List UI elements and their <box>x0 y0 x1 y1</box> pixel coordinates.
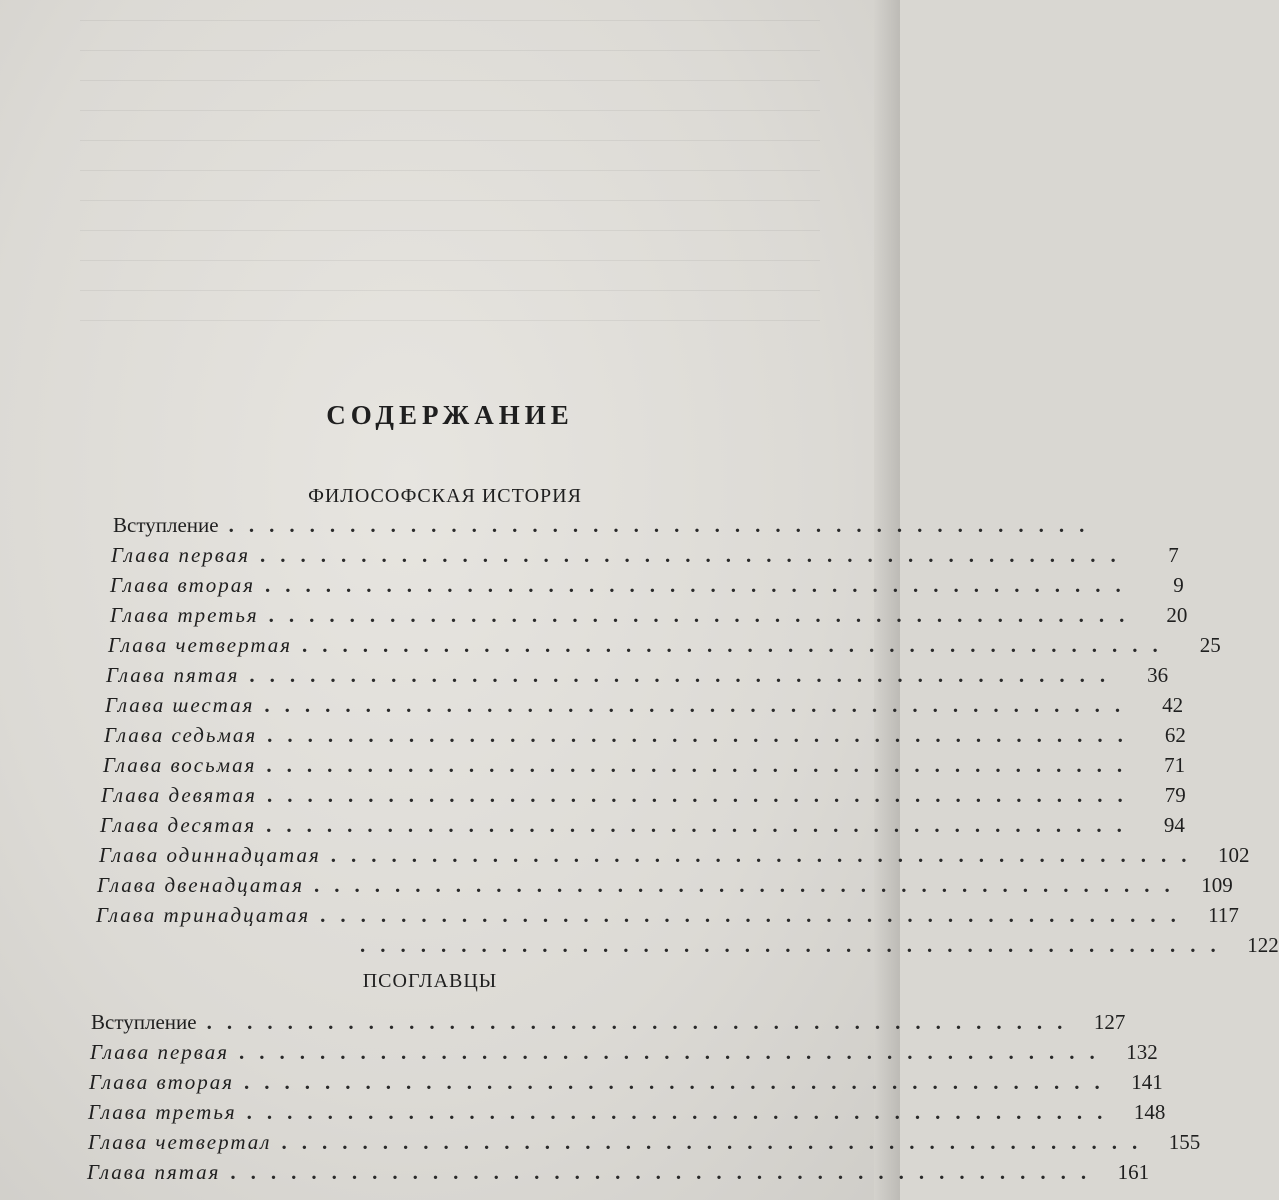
toc-entry-label: Глава третья <box>110 603 259 627</box>
toc-entry-label: Вступление <box>91 1010 197 1034</box>
toc-entry <box>105 693 1184 723</box>
leader-dots: ........................................... <box>266 813 1137 837</box>
leader-dots: ........................................... <box>206 1010 1078 1034</box>
toc-entry-label: Глава пятая <box>106 663 240 687</box>
leader-dots: ........................................... <box>264 693 1136 717</box>
toc-entry-label: Вступление <box>113 513 219 537</box>
toc-entry <box>88 1100 1166 1130</box>
toc-entry <box>91 1010 1126 1040</box>
toc-entry-label: Глава четвертая <box>108 633 293 657</box>
toc-entry-label: Глава девятая <box>101 783 257 807</box>
toc-entry-page: 109 <box>1201 873 1233 897</box>
leader-dots: ........................................... <box>244 1070 1115 1094</box>
toc-entry <box>104 723 1186 753</box>
toc-entry-page: 161 <box>1117 1160 1150 1184</box>
leader-dots: ........................................... <box>230 1160 1102 1184</box>
toc-entry-label: Глава тринадцатая <box>96 903 311 927</box>
toc-entry-page: 7 <box>1168 543 1179 567</box>
toc-entry-label: Глава третья <box>88 1100 237 1124</box>
leader-dots: ........................................... <box>302 633 1173 657</box>
leader-dots: ........................................... <box>228 513 1100 537</box>
toc-entry-page: 25 <box>1199 633 1221 657</box>
toc-entry-label: Глава первая <box>111 543 251 567</box>
toc-entry-page: 122 <box>1247 933 1279 957</box>
toc-entry <box>90 1040 1158 1070</box>
toc-entry <box>99 843 1250 873</box>
toc-entry-page: 141 <box>1131 1070 1163 1094</box>
toc-entry-label: Глава вторая <box>89 1070 235 1094</box>
toc-entry-page: 127 <box>1093 1010 1126 1034</box>
toc-entry-label: Глава пятая <box>87 1160 221 1184</box>
leader-dots: ........................................... <box>330 843 1202 867</box>
toc-entry-page: 62 <box>1164 723 1186 747</box>
toc-entry <box>101 783 1186 813</box>
toc-entry-page: 9 <box>1173 573 1184 597</box>
toc-entry <box>113 513 1100 543</box>
toc-entry-label: Глава десятая <box>100 813 257 837</box>
leader-dots: ........................................... <box>360 933 1231 957</box>
toc-entry-label: Глава вторая <box>110 573 256 597</box>
toc-entry-label: Глава четвертал <box>88 1130 272 1154</box>
toc-entry <box>110 603 1188 633</box>
toc-entry <box>350 933 1279 963</box>
leader-dots: ........................................... <box>246 1100 1118 1124</box>
leader-dots: ........................................... <box>268 603 1140 627</box>
toc-entry <box>96 903 1239 933</box>
toc-entry <box>106 663 1169 693</box>
leader-dots: ........................................... <box>239 1040 1110 1064</box>
toc-entry-page: 148 <box>1133 1100 1166 1124</box>
toc-entry-label: Глава первая <box>90 1040 230 1064</box>
toc-entry-page: 20 <box>1166 603 1188 627</box>
toc-entry-label: Глава одиннадцатая <box>99 843 321 867</box>
toc-entry-page: 71 <box>1164 753 1186 777</box>
toc-entry-label: Глава двенадцатая <box>97 873 305 897</box>
leader-dots: ........................................... <box>260 543 1131 567</box>
leader-dots: ........................................... <box>267 723 1138 747</box>
toc-entry <box>87 1160 1150 1190</box>
leader-dots: ........................................... <box>314 873 1185 897</box>
toc-entry <box>110 573 1184 603</box>
bleed-through-text <box>80 20 820 350</box>
toc-entry <box>88 1130 1201 1160</box>
section-title-philosophical-history: ФИЛОСОФСКАЯ ИСТОРИЯ <box>308 485 582 507</box>
section-title-psoglavtsy: ПСОГЛАВЦЫ <box>362 970 498 992</box>
contents-title: СОДЕРЖАНИЕ <box>326 400 574 430</box>
toc-entry <box>100 813 1185 843</box>
leader-dots: ........................................... <box>281 1130 1153 1154</box>
toc-entry-label: Глава шестая <box>105 693 255 717</box>
toc-entry-page: 102 <box>1217 843 1250 867</box>
leader-dots: ........................................... <box>249 663 1121 687</box>
leader-dots: ........................................... <box>320 903 1191 927</box>
toc-entry-page: 117 <box>1208 903 1239 927</box>
toc-entry-page: 94 <box>1163 813 1185 837</box>
toc-entry-page: 36 <box>1147 663 1169 687</box>
toc-entry-label: Глава восьмая <box>103 753 257 777</box>
toc-entry <box>103 753 1186 783</box>
toc-entry-page: 42 <box>1162 693 1184 717</box>
toc-entry-page: 155 <box>1168 1130 1201 1154</box>
toc-entry-page: 79 <box>1164 783 1186 807</box>
toc-entry-page: 132 <box>1126 1040 1158 1064</box>
leader-dots: ........................................... <box>266 753 1138 777</box>
toc-entry <box>97 873 1233 903</box>
leader-dots: ........................................... <box>266 783 1138 807</box>
toc-entry-label: Глава седьмая <box>104 723 258 747</box>
toc-entry <box>89 1070 1163 1100</box>
leader-dots: ........................................... <box>265 573 1136 597</box>
toc-entry <box>111 543 1179 573</box>
toc-entry <box>108 633 1221 663</box>
